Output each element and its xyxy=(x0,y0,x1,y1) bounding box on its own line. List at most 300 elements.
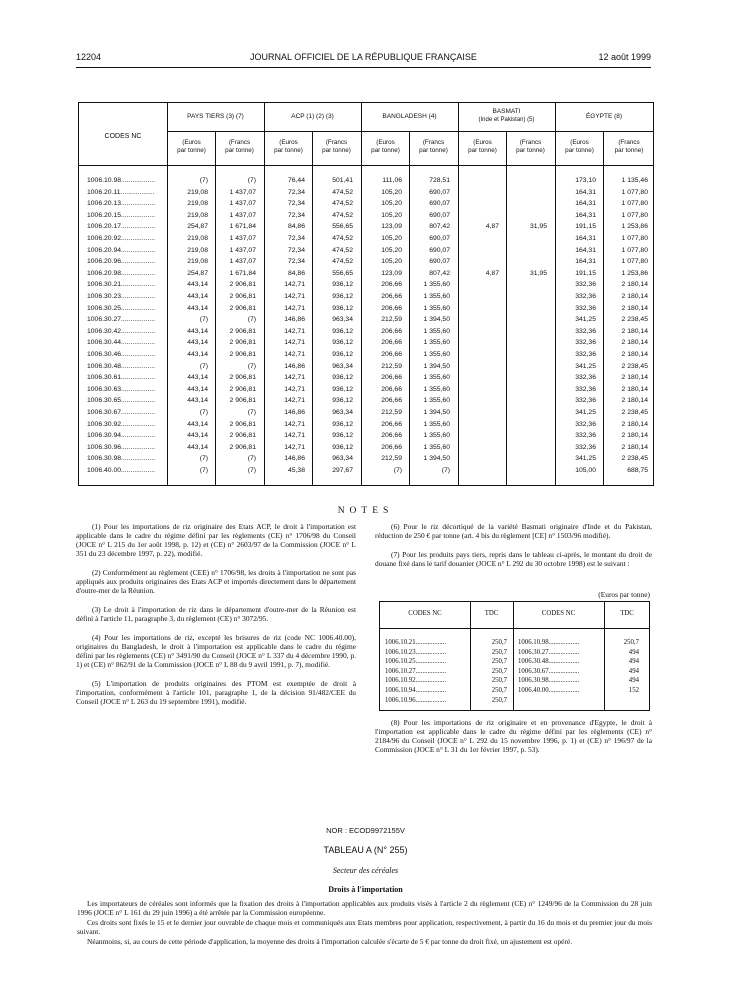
cell-value: 1 355,60 xyxy=(423,327,450,335)
cell-value: 2 180,14 xyxy=(621,420,648,428)
cell-value: 2 180,14 xyxy=(621,304,648,312)
cell-value: 936,12 xyxy=(332,385,353,393)
cell-code-nc: 1006.30.67.................. xyxy=(87,409,156,416)
cell-value: (7) xyxy=(441,467,450,474)
cell-value: 2 906,81 xyxy=(229,420,256,428)
cell-value: 206,66 xyxy=(381,304,402,312)
cell-value: 936,12 xyxy=(332,374,353,382)
table-row xyxy=(79,385,653,394)
unit-header-euros xyxy=(362,139,409,154)
cell-value: 443,14 xyxy=(187,420,208,428)
cell-value: 1 355,60 xyxy=(423,281,450,289)
cell-value: 72,34 xyxy=(287,200,305,208)
cell-value: 142,71 xyxy=(284,327,305,335)
tdc-cell-value: 494 xyxy=(628,667,639,675)
cell-value: 254,87 xyxy=(187,269,208,277)
unit-header-francs xyxy=(507,139,554,154)
cell-value: 2 238,45 xyxy=(621,409,648,416)
cell-value: 936,12 xyxy=(332,351,353,358)
cell-value: 142,71 xyxy=(284,432,305,440)
cell-value: (7) xyxy=(199,177,208,184)
cell-value: 332,36 xyxy=(575,374,596,382)
cell-value: 206,66 xyxy=(381,281,402,289)
cell-value: 501,41 xyxy=(332,177,353,184)
note-1: (1) Pour les importations de riz originaire des Etats ACP, le droit à l'importation est applicable dans le cadre du régime défini par les règlements (CE) n° 1706/98 du Conseil (JOCE n° L 215 du 1er août 1998, p. 12) et (CE) n° 2603/97 de la Commission (JOCE n° L 351 du 23 décembre 1997, p. 22), modifié. xyxy=(76,522,356,558)
cell-value: 2 906,81 xyxy=(229,281,256,289)
cell-code-nc: 1006.30.21.................. xyxy=(87,281,156,289)
cell-value: 1 394,50 xyxy=(423,409,450,416)
cell-value: 1 253,86 xyxy=(621,223,648,231)
table-row xyxy=(79,466,653,475)
body-text xyxy=(77,899,652,946)
cell-value: 690,07 xyxy=(429,188,450,196)
cell-value: 2 906,81 xyxy=(229,339,256,347)
cell-value: 341,25 xyxy=(575,409,596,416)
group-header-acp: ACP (1) (2) (3) xyxy=(291,113,334,120)
group-header-pays-tiers: PAYS TIERS (3) (7) xyxy=(187,113,244,120)
cell-value: 474,52 xyxy=(332,200,353,208)
tdc-codes-header: CODES NC xyxy=(408,610,442,617)
unit-header-line: par tonne) xyxy=(565,146,594,154)
unit-header-francs xyxy=(216,139,263,154)
note-3: (3) Le droit à l'importation de riz dans le département d'outre-mer de la Réunion est défini à l'article 11, paragraphe 3, du règlement (CE) n° 3072/95. xyxy=(76,605,356,623)
unit-header-line: par tonne) xyxy=(468,146,497,154)
cell-value: 936,12 xyxy=(332,327,353,335)
group-header-egypte: ÉGYPTE (8) xyxy=(585,113,623,120)
tdc-codes-header-2: CODES NC xyxy=(541,610,576,617)
cell-value: (7) xyxy=(247,362,256,370)
cell-value: 219,08 xyxy=(187,211,208,219)
cell-code-nc: 1006.40.00.................. xyxy=(87,467,156,474)
cell-value: 332,36 xyxy=(575,397,596,405)
cell-value: 1 355,60 xyxy=(423,385,450,393)
cell-value: 1 355,60 xyxy=(423,339,450,347)
cell-value: 2 180,14 xyxy=(621,432,648,440)
cell-value: 206,66 xyxy=(381,420,402,428)
cell-value: 212,59 xyxy=(381,409,402,416)
cell-code-nc: 1006.20.94.................. xyxy=(87,246,156,254)
tdc-cell-code: 1006.10.98.................. xyxy=(518,639,580,646)
cell-value: 72,34 xyxy=(287,246,305,254)
cell-value: 105,20 xyxy=(381,188,402,196)
note-7: (7) Pour les produits pays tiers, repris dans le tableau ci-après, le montant du droit de douane fixé dans le tarif douanier (JOCE n° L 292 du 30 octobre 1998) est le suivant : xyxy=(375,550,652,568)
tdc-cell-value: 494 xyxy=(628,648,639,656)
cell-value: 2 906,81 xyxy=(229,374,256,382)
cell-value: 1 355,60 xyxy=(423,420,450,428)
cell-value: 105,00 xyxy=(575,467,596,474)
cell-value: 146,86 xyxy=(284,316,305,324)
cell-value: 556,65 xyxy=(332,269,353,277)
cell-value: 443,14 xyxy=(187,304,208,312)
cell-value: 807,42 xyxy=(429,223,450,231)
cell-value: 1 355,60 xyxy=(423,351,450,358)
cell-value: 146,86 xyxy=(284,362,305,370)
cell-value: 1 437,07 xyxy=(229,200,256,208)
cell-value: 936,12 xyxy=(332,432,353,440)
table-row xyxy=(79,246,653,255)
cell-value: 111,06 xyxy=(382,177,402,184)
cell-code-nc: 1006.20.17.................. xyxy=(87,223,156,231)
tdc-tdc-header-2: TDC xyxy=(620,610,634,617)
cell-value: 690,07 xyxy=(429,200,450,208)
table-row xyxy=(79,199,653,208)
cell-value: 173,10 xyxy=(575,177,596,184)
cell-value: 1 671,84 xyxy=(229,269,256,277)
body-paragraph: Ces droits sont fixés le 15 et le dernier jour ouvrable de chaque mois et communiqués aux Etats membres pour application, respectivement, à partir du 16 du mois et du premier jour du mois suivant. xyxy=(77,917,652,937)
cell-value: 212,59 xyxy=(381,362,402,370)
cell-value: 443,14 xyxy=(187,293,208,300)
tdc-cell-code: 1006.10.27.................. xyxy=(385,667,447,675)
unit-header-line: (Francs xyxy=(422,139,445,146)
tdc-cell-value: 250,7 xyxy=(491,687,507,694)
unit-header-francs xyxy=(410,139,457,154)
cell-value: 45,38 xyxy=(287,467,305,474)
cell-value: 164,31 xyxy=(575,211,596,219)
unit-header-francs xyxy=(604,139,654,154)
cell-code-nc: 1006.20.11.................. xyxy=(87,188,155,196)
unit-header-line: (Euros xyxy=(473,139,492,146)
cell-value: 4,87 xyxy=(485,223,499,231)
cell-value: 936,12 xyxy=(332,281,353,289)
cell-value: 219,08 xyxy=(187,235,208,242)
cell-value: (7) xyxy=(199,409,208,416)
table-row xyxy=(79,327,653,336)
tdc-cell-value: 494 xyxy=(628,658,639,666)
cell-value: 443,14 xyxy=(187,327,208,335)
table-row xyxy=(79,211,653,220)
journal-title: JOURNAL OFFICIEL DE LA RÉPUBLIQUE FRANÇAISE xyxy=(250,52,477,62)
unit-header-line: par tonne) xyxy=(225,146,254,154)
cell-value: 474,52 xyxy=(332,211,353,219)
cell-value: 105,20 xyxy=(381,258,402,266)
cell-code-nc: 1006.30.27.................. xyxy=(87,316,156,324)
cell-value: 105,20 xyxy=(381,235,402,242)
table-row xyxy=(79,234,653,243)
cell-value: 2 180,14 xyxy=(621,281,648,289)
cell-value: 84,86 xyxy=(287,269,305,277)
cell-value: 1 077,80 xyxy=(621,246,648,254)
note-4: (4) Pour les importations de riz, excepté les brisures de riz (code NC 1006.40.00), originaires du Bangladesh, le droit à l'importation est applicable dans le cadre du régime défini par les règlements (CE) n° 3491/90 du Conseil (JOCE n° L 337 du 4 décembre 1990, p. 1) et (CE) n° 862/91 de la Commission (JOCE n° L 88 du 9 avril 1991, p. 7), modifié. xyxy=(76,633,356,669)
cell-value: 142,71 xyxy=(284,443,305,451)
cell-value: (7) xyxy=(199,455,208,463)
tdc-cell-code: 1006.30.27.................. xyxy=(518,648,580,656)
cell-value: 123,09 xyxy=(381,223,402,231)
unit-header-line: par tonne) xyxy=(516,146,545,154)
note-6: (6) Pour le riz décortiqué de la variété Basmati originaire d'Inde et du Pakistan, réduction de 250 € par tonne (art. 4 bis du règlement [CE] n° 1503/96 modifié). xyxy=(375,522,652,540)
cell-value: 76,44 xyxy=(287,177,305,184)
tdc-cell-code: 1006.30.98.................. xyxy=(518,677,580,685)
cell-value: 936,12 xyxy=(332,420,353,428)
cell-value: 443,14 xyxy=(187,443,208,451)
group-header-bangladesh: BANGLADESH (4) xyxy=(382,113,437,120)
cell-code-nc: 1006.20.96.................. xyxy=(87,258,156,266)
note-5: (5) L'importation de produits originaires des PTOM est exemptée de droit à l'importation, conformément à l'article 101, paragraphe 1, de la décision 91/482/CEE du Conseil (JOCE n° L 263 du 19 septembre 1991), modifié. xyxy=(76,679,356,706)
table-row xyxy=(79,188,653,197)
tdc-cell-value: 250,7 xyxy=(491,667,507,675)
cell-value: (7) xyxy=(199,316,208,324)
cell-value: 963,34 xyxy=(332,316,353,324)
cell-value: 443,14 xyxy=(187,374,208,382)
cell-value: 31,95 xyxy=(529,223,547,231)
cell-value: 212,59 xyxy=(381,316,402,324)
tdc-cell-code: 1006.10.96.................. xyxy=(385,696,447,704)
cell-value: 142,71 xyxy=(284,293,305,300)
cell-value: 690,07 xyxy=(429,235,450,242)
cell-value: 72,34 xyxy=(287,235,305,242)
cell-value: 4,87 xyxy=(485,269,499,277)
cell-value: 1 135,46 xyxy=(621,177,648,184)
table-row xyxy=(79,222,653,231)
cell-code-nc: 1006.20.98.................. xyxy=(87,269,156,277)
cell-value: 142,71 xyxy=(284,339,305,347)
cell-value: 142,71 xyxy=(284,397,305,405)
cell-value: 332,36 xyxy=(575,293,596,300)
table-row xyxy=(79,257,653,266)
cell-value: 474,52 xyxy=(332,235,353,242)
cell-value: 1 437,07 xyxy=(229,246,256,254)
tdc-cell-code: 1006.10.92.................. xyxy=(385,677,447,685)
cell-value: 1 077,80 xyxy=(621,258,648,266)
cell-value: 443,14 xyxy=(187,339,208,347)
cell-value: 1 253,86 xyxy=(621,269,648,277)
cell-value: 690,07 xyxy=(429,258,450,266)
cell-value: 2 180,14 xyxy=(621,327,648,335)
cell-value: (7) xyxy=(247,177,256,184)
cell-code-nc: 1006.30.44.................. xyxy=(87,339,156,347)
tdc-unit-label: (Euros par tonne) xyxy=(598,590,650,599)
cell-value: 963,34 xyxy=(332,409,353,416)
cell-value: (7) xyxy=(247,455,256,463)
cell-value: 191,15 xyxy=(575,269,596,277)
cell-value: (7) xyxy=(247,316,256,324)
cell-value: 31,95 xyxy=(529,269,547,277)
row-divider xyxy=(167,131,653,132)
tdc-cell-code: 1006.10.23.................. xyxy=(385,648,447,656)
cell-value: 72,34 xyxy=(287,211,305,219)
cell-value: 690,07 xyxy=(429,211,450,219)
cell-value: 2 180,14 xyxy=(621,443,648,451)
unit-header-line: (Euros xyxy=(570,139,589,146)
cell-value: 206,66 xyxy=(381,443,402,451)
table-row xyxy=(79,280,653,289)
note-8: (8) Pour les importations de riz originaire et en provenance d'Egypte, le droit à l'importation est applicable dans le cadre du régime défini par les règlements (CE) n° 2184/96 du Conseil (JOCE n° L 292 du 15 novembre 1996, p. 1) et (CE) n° 196/97 de la Commission (JOCE n° L 31 du 1er février 1997, p. 53). xyxy=(375,718,652,754)
unit-header-euros xyxy=(168,139,215,154)
cell-value: 2 238,45 xyxy=(621,362,648,370)
unit-header-euros xyxy=(265,139,312,154)
table-row xyxy=(79,269,653,278)
nor-reference: NOR : ECOD9972155V xyxy=(326,826,405,835)
cell-value: 332,36 xyxy=(575,420,596,428)
table-row xyxy=(79,454,653,463)
cell-code-nc: 1006.30.61.................. xyxy=(87,374,156,382)
cell-value: 1 077,80 xyxy=(621,211,648,219)
row-divider xyxy=(380,628,649,629)
unit-header-line: par tonne) xyxy=(322,146,351,154)
cell-code-nc: 1006.30.98.................. xyxy=(87,455,156,463)
tdc-cell-code: 1006.30.48.................. xyxy=(518,658,580,666)
cell-value: 443,14 xyxy=(187,385,208,393)
cell-value: 2 906,81 xyxy=(229,351,256,358)
cell-value: 1 437,07 xyxy=(229,211,256,219)
cell-value: 690,07 xyxy=(429,246,450,254)
cell-value: 332,36 xyxy=(575,304,596,312)
sector-title: Secteur des céréales xyxy=(332,866,399,875)
cell-value: 142,71 xyxy=(284,374,305,382)
unit-header-line: par tonne) xyxy=(177,146,206,154)
cell-value: 1 394,50 xyxy=(423,455,450,463)
section-heading: Droits à l'importation xyxy=(328,885,403,894)
tdc-cell-code: 1006.30.67.................. xyxy=(518,667,580,675)
unit-header-line: (Euros xyxy=(279,139,298,146)
table-row xyxy=(79,443,653,452)
unit-header-francs xyxy=(313,139,360,154)
cell-value: 332,36 xyxy=(575,339,596,347)
cell-value: 332,36 xyxy=(575,443,596,451)
cell-value: 2 180,14 xyxy=(621,293,648,300)
cell-value: 212,59 xyxy=(381,455,402,463)
notes-title: NOTES xyxy=(337,506,394,516)
cell-code-nc: 1006.30.46.................. xyxy=(87,351,156,358)
cell-value: 105,20 xyxy=(381,211,402,219)
unit-header-line: par tonne) xyxy=(419,146,448,154)
cell-value: 1 394,50 xyxy=(423,316,450,324)
unit-header-line: par tonne) xyxy=(371,146,400,154)
cell-value: 142,71 xyxy=(284,351,305,358)
cell-value: 2 906,81 xyxy=(229,304,256,312)
cell-value: 206,66 xyxy=(381,327,402,335)
unit-header-euros xyxy=(556,139,603,154)
cell-value: 936,12 xyxy=(332,293,353,300)
cell-code-nc: 1006.20.15.................. xyxy=(87,211,156,219)
unit-header-line: (Euros xyxy=(376,139,395,146)
cell-code-nc: 1006.30.23.................. xyxy=(87,293,156,300)
cell-value: 206,66 xyxy=(381,397,402,405)
notes-left-column xyxy=(76,522,356,716)
cell-value: 142,71 xyxy=(284,385,305,393)
cell-value: 341,25 xyxy=(575,455,596,463)
issue-date: 12 août 1999 xyxy=(598,52,651,62)
cell-code-nc: 1006.30.25.................. xyxy=(87,304,156,312)
tableau-title: TABLEAU A (N° 255) xyxy=(323,845,408,855)
cell-code-nc: 1006.30.92.................. xyxy=(87,420,156,428)
codes-nc-header: CODES NC xyxy=(104,133,142,140)
cell-value: 142,71 xyxy=(284,420,305,428)
page-header xyxy=(76,52,651,66)
unit-header-line: (Euros xyxy=(182,139,201,146)
cell-value: 936,12 xyxy=(332,397,353,405)
cell-value: 219,08 xyxy=(187,246,208,254)
cell-value: 332,36 xyxy=(575,327,596,335)
cell-value: 254,87 xyxy=(187,223,208,231)
cell-value: 474,52 xyxy=(332,258,353,266)
cell-value: 556,65 xyxy=(332,223,353,231)
cell-value: 164,31 xyxy=(575,200,596,208)
tdc-cell-value: 250,7 xyxy=(491,696,507,704)
cell-value: 2 238,45 xyxy=(621,316,648,324)
cell-value: 2 906,81 xyxy=(229,443,256,451)
table-row xyxy=(79,315,653,324)
cell-value: 72,34 xyxy=(287,258,305,266)
group-header-basmati-label: BASMATI xyxy=(492,108,521,115)
table-row xyxy=(79,362,653,371)
cell-value: 963,34 xyxy=(332,362,353,370)
cell-value: 206,66 xyxy=(381,293,402,300)
cell-code-nc: 1006.30.65.................. xyxy=(87,397,156,405)
cell-value: 341,25 xyxy=(575,362,596,370)
table-row xyxy=(79,338,653,347)
cell-value: 2 180,14 xyxy=(621,397,648,405)
cell-value: 84,86 xyxy=(287,223,305,231)
unit-header-line: par tonne) xyxy=(274,146,303,154)
cell-value: 1 355,60 xyxy=(423,304,450,312)
cell-value: 1 437,07 xyxy=(229,188,256,196)
cell-value: 443,14 xyxy=(187,351,208,358)
cell-value: 2 906,81 xyxy=(229,432,256,440)
cell-value: 963,34 xyxy=(332,455,353,463)
cell-value: 142,71 xyxy=(284,304,305,312)
cell-value: 2 906,81 xyxy=(229,327,256,335)
notes-right-column-2 xyxy=(375,718,652,764)
cell-value: 2 906,81 xyxy=(229,385,256,393)
table-row xyxy=(79,431,653,440)
cell-value: 1 437,07 xyxy=(229,235,256,242)
column-divider xyxy=(513,602,514,710)
cell-value: 105,20 xyxy=(381,246,402,254)
cell-value: 1 355,60 xyxy=(423,432,450,440)
cell-value: 206,66 xyxy=(381,432,402,440)
table-row xyxy=(79,408,653,417)
tdc-tdc-header: TDC xyxy=(484,610,499,617)
group-header-basmati-sub: (Inde et Pakistan) (5) xyxy=(478,117,535,123)
tdc-cell-value: 250,7 xyxy=(491,658,507,666)
unit-header-line: (Francs xyxy=(618,139,640,146)
cell-value: 164,31 xyxy=(575,246,596,254)
cell-value: 2 238,45 xyxy=(621,455,648,463)
unit-header-line: (Francs xyxy=(519,139,542,146)
table-row xyxy=(79,350,653,359)
body-paragraph: Les importateurs de céréales sont informés que la fixation des droits à l'importation applicables aux produits visés à l'article 2 du règlement (CE) n° 1249/96 de la Commission du 28 juin 1996 (JOCE n° L 161 du 29 juin 1996) a été arrêtée par la Commission européenne. xyxy=(77,899,652,918)
cell-value: 146,86 xyxy=(284,455,305,463)
table-row xyxy=(79,420,653,429)
cell-value: 2 180,14 xyxy=(621,339,648,347)
cell-value: 191,15 xyxy=(575,223,596,231)
cell-value: 72,34 xyxy=(287,188,305,196)
cell-value: (7) xyxy=(199,362,208,370)
cell-value: 341,25 xyxy=(575,316,596,324)
cell-value: 2 906,81 xyxy=(229,293,256,300)
table-row xyxy=(79,373,653,382)
cell-value: 1 077,80 xyxy=(621,200,648,208)
cell-value: (7) xyxy=(393,467,402,474)
tdc-cell-value: 250,7 xyxy=(491,639,507,646)
cell-value: 474,52 xyxy=(332,246,353,254)
cell-code-nc: 1006.20.92.................. xyxy=(87,235,156,242)
cell-value: 105,20 xyxy=(381,200,402,208)
cell-value: 2 180,14 xyxy=(621,374,648,382)
table-row xyxy=(79,292,653,301)
body-paragraph: Néanmoins, si, au cours de cette période d'application, la moyenne des droits à l'importation calculée s'écarte de 5 € par tonne du droit fixé, un ajustement est opéré. xyxy=(87,936,573,946)
cell-value: 146,86 xyxy=(284,409,305,416)
cell-value: 936,12 xyxy=(332,304,353,312)
cell-value: 1 077,80 xyxy=(621,235,648,242)
cell-value: (7) xyxy=(199,467,208,474)
cell-value: 2 180,14 xyxy=(621,351,648,358)
cell-value: 332,36 xyxy=(575,432,596,440)
tdc-cell-value: 250,7 xyxy=(491,648,507,656)
cell-value: 164,31 xyxy=(575,258,596,266)
import-duties-table xyxy=(78,102,654,486)
cell-code-nc: 1006.10.98.................. xyxy=(87,177,156,184)
